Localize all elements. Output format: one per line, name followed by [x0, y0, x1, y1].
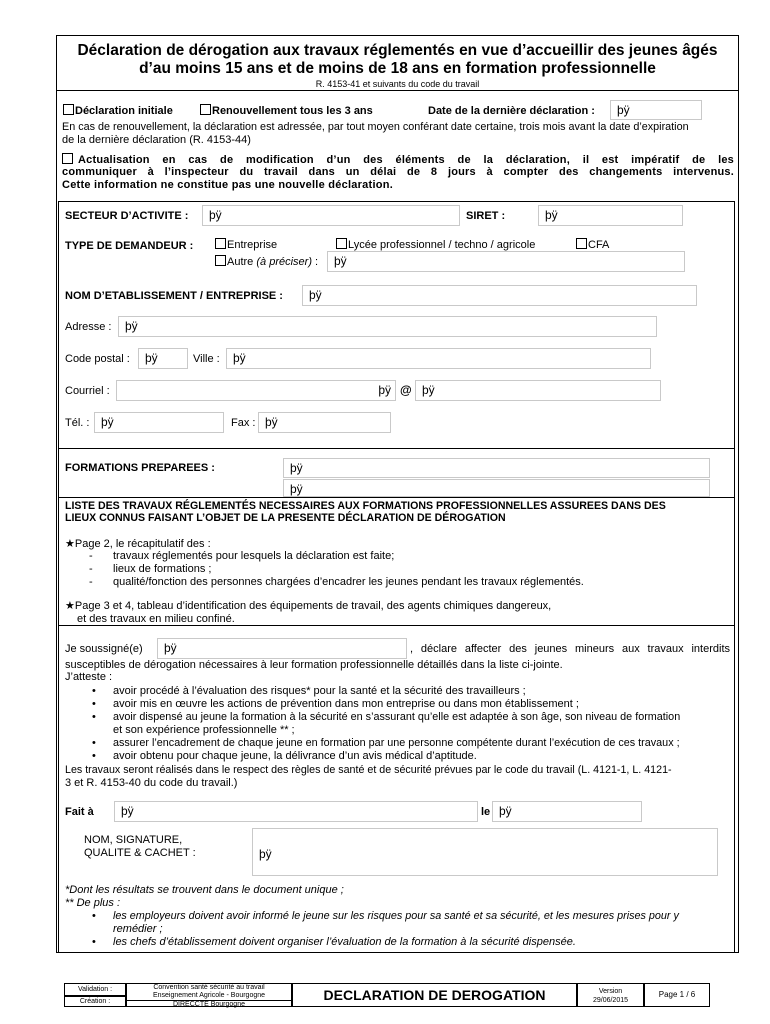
footer-doc-title: DECLARATION DE DEROGATION: [292, 983, 577, 1007]
page34-line2: et des travaux en milieu confiné.: [77, 613, 235, 625]
declaration-renewal-checkbox[interactable]: [200, 104, 211, 115]
closing-line1: Les travaux seront réalisés dans le respect des règles de santé et de sécurité prévues par le code du travail (L. 4121-1, L. 4121-: [65, 764, 672, 776]
phone-label: Tél. :: [65, 417, 90, 429]
type-cfa-label: CFA: [588, 239, 610, 251]
siret-label: SIRET :: [466, 210, 506, 222]
signature-value: þÿ: [259, 847, 272, 861]
renewal-note-line1: En cas de renouvellement, la déclaration est adressée, par tout moyen conférant date certaine, trois mois avant la date d’expiration: [62, 121, 689, 133]
type-lycee-checkbox[interactable]: [336, 238, 347, 249]
note-item-1-cont: remédier ;: [113, 923, 163, 935]
done-at-input[interactable]: þÿ: [114, 801, 478, 822]
done-at-label: Fait à: [65, 806, 94, 818]
list-title-line2: LIEUX CONNUS FAISANT L’OBJET DE LA PRESENTE DÉCLARATION DE DÉROGATION: [65, 512, 506, 524]
list-bottom-divider: [58, 625, 735, 626]
note-item-2: les chefs d’établissement doivent organiser l’évaluation de la formation à la sécurité dispensée.: [113, 936, 576, 948]
page2-dash-2: -: [89, 563, 93, 575]
email-user-input[interactable]: [116, 380, 396, 401]
declares-text: , déclare affecter des jeunes mineurs aux travaux interdits: [410, 643, 730, 655]
update-checkbox[interactable]: [62, 153, 73, 164]
type-option-cfa[interactable]: [576, 238, 609, 252]
email-at-sign: @: [400, 383, 412, 397]
page2-dash-1: -: [89, 550, 93, 562]
footer-version-label: Version: [598, 988, 623, 995]
attest-bullet-4: •: [92, 737, 96, 749]
note-1: *Dont les résultats se trouvent dans le document unique ;: [65, 884, 344, 896]
undersigned-input[interactable]: þÿ: [157, 638, 407, 659]
footer-convention-line2: Enseignement Agricole - Bourgogne: [127, 992, 291, 1001]
type-cfa-checkbox[interactable]: [576, 238, 587, 249]
page34-star-icon: ★: [65, 600, 75, 612]
note-2: ** De plus :: [65, 897, 121, 909]
declaration-renewal-option[interactable]: [200, 104, 373, 118]
attest-bullet-2: •: [92, 698, 96, 710]
note-item-1: les employeurs doivent avoir informé le jeune sur les risques pour sa santé et sa sécurité, et les mesures prises pour y: [113, 910, 679, 922]
declaration-initial-option[interactable]: [63, 104, 173, 118]
page2-item-2: lieux de formations ;: [113, 563, 212, 575]
sector-label: SECTEUR D’ACTIVITE :: [65, 210, 189, 222]
closing-line2: 3 et R. 4153-40 du code du travail.): [65, 777, 238, 789]
phone-input[interactable]: þÿ: [94, 412, 224, 433]
footer-creation-label: Création :: [64, 996, 126, 1007]
list-title-line1: LISTE DES TRAVAUX RÉGLEMENTÉS NECESSAIRES AUX FORMATIONS PROFESSIONNELLES ASSUREES DANS DES: [65, 500, 666, 512]
establishment-input[interactable]: þÿ: [302, 285, 697, 306]
type-autre-input[interactable]: þÿ: [327, 251, 685, 272]
footer-version: [577, 983, 644, 1007]
note-bullet-1: •: [92, 910, 96, 922]
attest-item-2: avoir mis en œuvre les actions de prévention dans mon entreprise ou dans mon établissement ;: [113, 698, 579, 710]
email-domain-input[interactable]: þÿ: [415, 380, 661, 401]
page-title-line2: d’au moins 15 ans et de moins de 18 ans en formation professionnelle: [139, 60, 656, 77]
footer-version-date: 29/06/2015: [592, 997, 629, 1004]
signature-label-line1: NOM, SIGNATURE,: [84, 834, 183, 846]
footer-convention: [126, 983, 292, 1007]
declares-line2: susceptibles de dérogation nécessaires à leur formation professionnelle détaillés dans la liste ci-jointe.: [65, 659, 563, 671]
signature-label-line2: QUALITE & CACHET :: [84, 847, 196, 859]
note-bullet-2: •: [92, 936, 96, 948]
address-label: Adresse :: [65, 321, 112, 333]
type-autre-colon: :: [315, 256, 319, 268]
attest-bullet-3: •: [92, 711, 96, 723]
attest-item-5: avoir obtenu pour chaque jeune, la délivrance d’un avis médical d’aptitude.: [113, 750, 477, 762]
attest-bullet-5: •: [92, 750, 96, 762]
sector-input[interactable]: þÿ: [202, 205, 460, 226]
attest-label: J’atteste :: [65, 671, 113, 683]
footer-convention-line3: DIRECCTE Bourgogne: [173, 1001, 245, 1008]
formations-bottom-divider: [58, 497, 735, 498]
page2-star-icon: ★: [65, 538, 75, 550]
page-title-line1: Déclaration de dérogation aux travaux réglementés en vue d’accueillir des jeunes âgés: [77, 42, 718, 59]
attest-bullet-1: •: [92, 685, 96, 697]
header-divider: [56, 90, 739, 91]
page2-dash-3: -: [89, 576, 93, 588]
update-line2: communiquer à l’inspecteur du travail dans un délai de 8 jours à compter des changements intervenus.: [62, 166, 734, 178]
establishment-label: NOM D’ETABLISSEMENT / ENTREPRISE :: [65, 290, 283, 302]
type-entreprise-label: Entreprise: [227, 239, 278, 251]
last-declaration-date-label: Date de la dernière déclaration :: [428, 105, 595, 117]
type-option-entreprise[interactable]: [215, 238, 277, 252]
city-input[interactable]: þÿ: [226, 348, 651, 369]
declaration-renewal-label: Renouvellement tous les 3 ans: [212, 105, 373, 117]
page34-text: Page 3 et 4, tableau d’identification des équipements de travail, des agents chimiques dangereux,: [74, 600, 552, 612]
email-user-value: þÿ: [378, 383, 391, 397]
renewal-note-line2: de la dernière déclaration (R. 4153-44): [62, 134, 251, 146]
page2-item-3: qualité/fonction des personnes chargées d’encadrer les jeunes pendant les travaux réglementés.: [113, 576, 584, 588]
footer-validation-label: Validation :: [64, 983, 126, 996]
page2-intro-text: Page 2, le récapitulatif des :: [74, 538, 211, 550]
last-declaration-date-input[interactable]: þÿ: [610, 100, 702, 120]
attest-item-4: assurer l’encadrement de chaque jeune en formation par une personne compétente durant l’exécution de ces travaux ;: [113, 737, 680, 749]
attest-item-3: avoir dispensé au jeune la formation à la sécurité en s’assurant qu’elle est adaptée à son âge, son niveau de formation: [113, 711, 681, 723]
update-line3: Cette information ne constitue pas une nouvelle déclaration.: [62, 179, 393, 191]
footer-convention-line1: Convention santé sécurité au travail: [153, 984, 265, 991]
page2-item-1: travaux réglementés pour lesquels la déclaration est faite;: [113, 550, 395, 562]
email-label: Courriel :: [65, 385, 110, 397]
formations-top-divider: [58, 448, 735, 449]
siret-input[interactable]: þÿ: [538, 205, 683, 226]
undersigned-label: Je soussigné(e): [65, 643, 143, 655]
address-input[interactable]: þÿ: [118, 316, 657, 337]
date-input[interactable]: þÿ: [492, 801, 642, 822]
date-label: le: [481, 806, 491, 818]
page34-line1: [65, 600, 551, 613]
formations-label: FORMATIONS PREPAREES :: [65, 462, 215, 474]
type-option-lycee[interactable]: [336, 238, 535, 252]
fax-label: Fax :: [231, 417, 256, 429]
type-autre-label: Autre: [227, 256, 254, 268]
type-lycee-label: Lycée professionnel / techno / agricole: [348, 239, 536, 251]
attest-item-3-cont: et son expérience professionnelle ** ;: [113, 724, 295, 736]
update-line1: Actualisation en cas de modification d’un des éléments de la déclaration, il est impératif de les: [78, 154, 734, 166]
footer-page-number: Page 1 / 6: [644, 983, 710, 1007]
declaration-initial-label: Déclaration initiale: [75, 105, 173, 117]
type-autre-checkbox[interactable]: [215, 255, 226, 266]
formation-input-2[interactable]: þÿ: [283, 479, 710, 497]
declaration-initial-checkbox[interactable]: [63, 104, 74, 115]
type-entreprise-checkbox[interactable]: [215, 238, 226, 249]
type-option-autre[interactable]: [215, 255, 318, 269]
type-autre-hint: (à préciser): [256, 256, 312, 268]
fax-input[interactable]: þÿ: [258, 412, 391, 433]
postal-code-input[interactable]: þÿ: [138, 348, 188, 369]
postal-code-label: Code postal :: [65, 353, 130, 365]
update-option[interactable]: [62, 153, 734, 167]
applicant-type-label: TYPE DE DEMANDEUR :: [65, 240, 194, 252]
signature-input[interactable]: [252, 828, 718, 876]
city-label: Ville :: [193, 353, 220, 365]
formation-input-1[interactable]: þÿ: [283, 458, 710, 478]
legal-reference: R. 4153-41 et suivants du code du travail: [315, 79, 480, 89]
attest-item-1: avoir procédé à l’évaluation des risques* pour la santé et la sécurité des travailleurs ;: [113, 685, 526, 697]
